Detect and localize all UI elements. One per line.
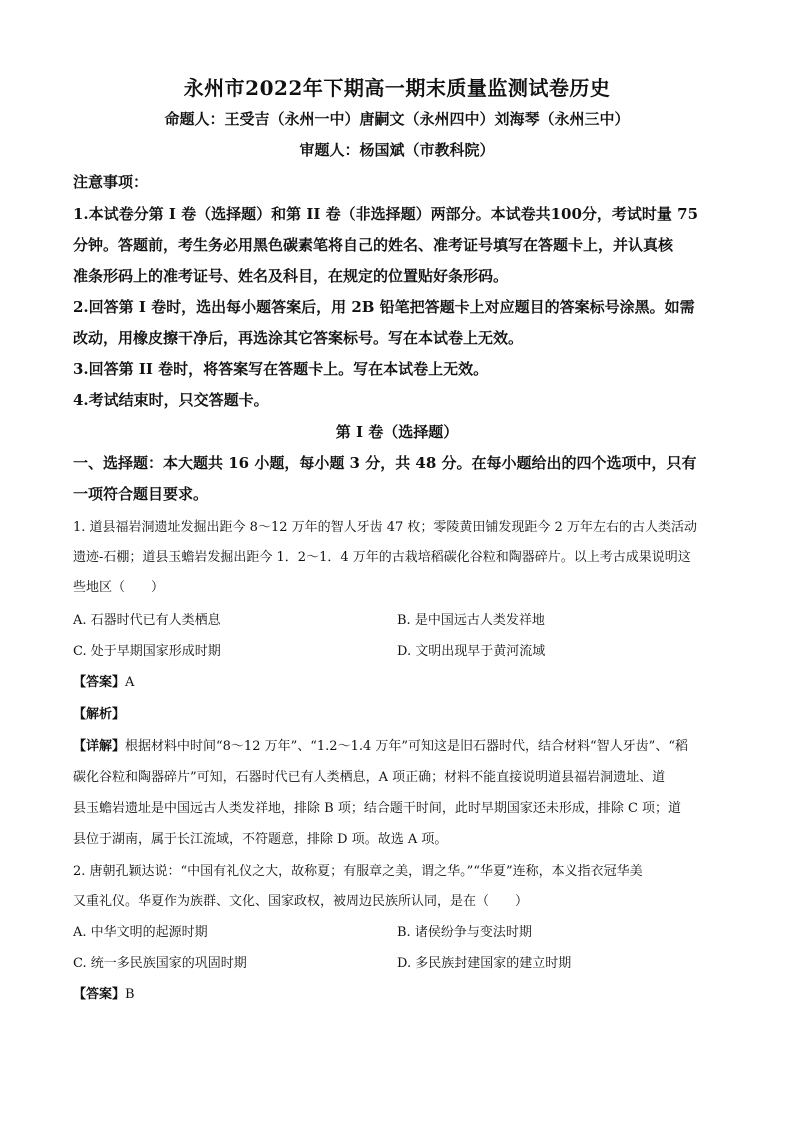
q1-detail-line: 县玉蟾岩遗址是中国远古人类发祥地，排除 B 项；结合题干时间，此时早期国家还未形成，排除 C 项；道 <box>73 801 682 816</box>
answer-value: B <box>125 987 135 1002</box>
q1-option-a: A. 石器时代已有人类栖息 <box>73 613 221 628</box>
q2-answer <box>73 983 135 1002</box>
notice-line: 3.回答第 II 卷时，将答案写在答题卡上。写在本试卷上无效。 <box>73 360 489 378</box>
detail-text: 根据材料中时间“8～12 万年”、“1.2～1.4 万年”可知这是旧石器时代，结合材料“智人牙齿”、“稻 <box>125 739 688 754</box>
q1-option-d: D. 文明出现早于黄河流域 <box>397 644 546 659</box>
answer-value: A <box>125 675 135 690</box>
notice-line: 4.考试结束时，只交答题卡。 <box>73 391 269 409</box>
q2-stem: 又重礼仪。华夏作为族群、文化、国家政权，被周边民族所认同，是在（ ） <box>73 894 529 909</box>
section-title: 第 I 卷（选择题） <box>335 423 459 441</box>
q2-option-a: A. 中华文明的起源时期 <box>73 925 208 940</box>
answer-label: 【答案】 <box>73 987 126 1002</box>
answer-label: 【答案】 <box>73 675 126 690</box>
notice-line: 2.回答第 I 卷时，选出每小题答案后，用 2B 铅笔把答题卡上对应题目的答案标号涂黑。如需 <box>73 298 695 316</box>
section-intro: 一、选择题：本大题共 16 小题，每小题 3 分，共 48 分。在每小题给出的四个选项中，只有 <box>73 454 697 472</box>
q1-detail-line: 碳化谷粒和陶器碎片”可知，石器时代已有人类栖息，A 项正确；材料不能直接说明道县福岩洞遗址、道 <box>73 770 666 785</box>
authors-line: 命题人：王受吉（永州一中）唐嗣文（永州四中）刘海琴（永州三中） <box>164 110 630 128</box>
notice-line: 分钟。答题前，考生务必用黑色碳素笔将自己的姓名、准考证号填写在答题卡上，并认真核 <box>73 236 674 254</box>
section-intro: 一项符合题目要求。 <box>73 485 209 503</box>
q2-option-c: C. 统一多民族国家的巩固时期 <box>73 956 247 971</box>
q1-stem: 遗迹-石棚；道县玉蟾岩发掘出距今 1．2～1．4 万年的古栽培稻碳化谷粒和陶器碎片。以上考古成果说明这 <box>73 550 691 565</box>
q1-stem: 1. 道县福岩洞遗址发掘出距今 8～12 万年的智人牙齿 47 枚；零陵黄田铺发现距今 2 万年左右的古人类活动 <box>73 520 697 535</box>
reviewer-line: 审题人：杨国斌（市教科院） <box>299 141 495 159</box>
q1-detail-line <box>73 735 733 754</box>
analysis-label: 【解析】 <box>73 707 126 722</box>
q1-option-c: C. 处于早期国家形成时期 <box>73 644 221 659</box>
q2-option-b: B. 诸侯纷争与变法时期 <box>397 925 532 940</box>
q1-stem: 些地区（ ） <box>73 580 165 595</box>
page-title: 永州市2022年下期高一期末质量监测试卷历史 <box>183 76 611 100</box>
q1-option-b: B. 是中国远古人类发祥地 <box>397 613 545 628</box>
q2-stem: 2. 唐朝孔颖达说：“中国有礼仪之大，故称夏；有服章之美，谓之华。”“华夏”连称，本义指衣冠华美 <box>73 864 643 879</box>
notice-line: 改动，用橡皮擦干净后，再选涂其它答案标号。写在本试卷上无效。 <box>73 329 524 347</box>
q1-answer <box>73 671 134 690</box>
q1-analysis <box>73 703 125 722</box>
q1-detail-line: 县位于湖南，属于长江流域，不符题意，排除 D 项。故选 A 项。 <box>73 832 448 847</box>
notice-line: 准条形码上的准考证号、姓名及科目，在规定的位置贴好条形码。 <box>73 267 509 285</box>
detail-label: 【详解】 <box>73 739 126 754</box>
notice-line: 1.本试卷分第 I 卷（选择题）和第 II 卷（非选择题）两部分。本试卷共100分，考试时量 75 <box>73 205 699 223</box>
q2-option-d: D. 多民族封建国家的建立时期 <box>397 956 572 971</box>
notice-heading: 注意事项： <box>73 173 149 191</box>
